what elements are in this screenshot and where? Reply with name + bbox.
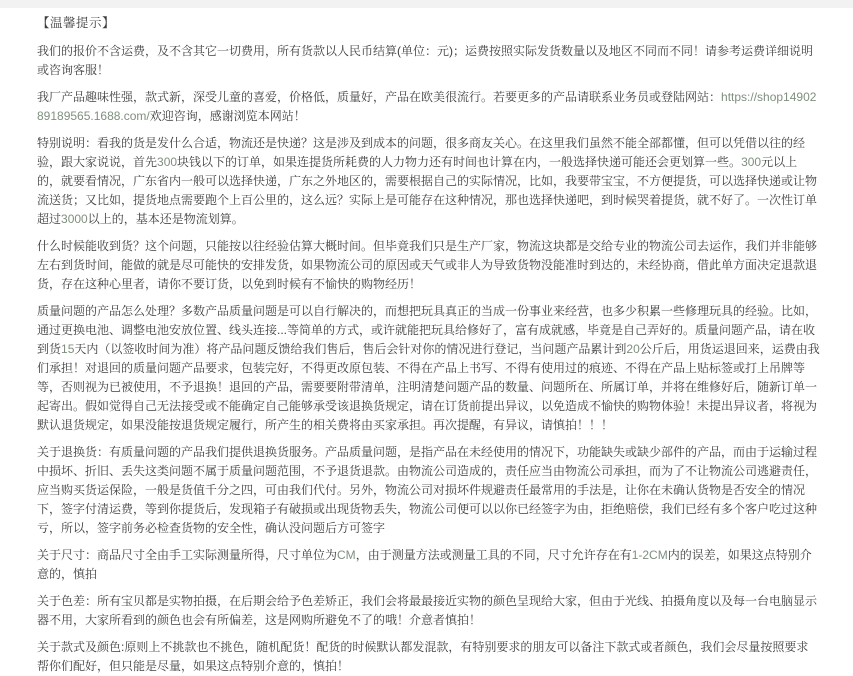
paragraph-company-intro: 我厂产品趣味性强，款式新，深受儿童的喜爱，价格低，质量好，产品在欧美很流行。若要更多的产品请联系业务员或登陆网站：https://shop1490289189565.1688.com/欢迎咨询，感谢浏览本网站！ — [37, 90, 817, 123]
paragraph-returns-policy: 关于退换货：有质量问题的产品我们提供退换货服务。产品质量问题，是指产品在未经使用的情况下，功能缺失或缺少部件的产品，而由于运输过程中损坏、折旧、丢失这类问题不属于质量问题范围，不予退货退款。由物流公司造成的，责任应当由物流公司承担，而为了不让物流公司逃避责任，应当购买货运保险，一般是货值千分之四，可由我们代付。另外，物流公司对损坏件规避责任最常用的手法是，让你在未确认货物是否安全的情况下，签字付清运费，等到你提货后，发现箱子有破损或出现货物丢失，物流公司便可以以你已经签字为由，拒绝赔偿，我们已经有多个客户吃过这种亏，所以，签字前务必检查货物的安全性，确认没问题后方可签字 — [37, 445, 818, 535]
paragraph-quality-issues: 质量问题的产品怎么处理？多数产品质量问题是可以自行解决的，而想把玩具真正的当成一份事业来经营，也多少积累一些修理玩具的经验。比如，通过更换电池、调整电池安放位置、线头连接...等简单的方式，或许就能把玩具给修好了，富有成就感，毕竟是自己弄好的。质量问题产品，请在收到货15天内（以签收时间为准）将产品问题反馈给我们售后，售后会针对你的情况进行登记，当问题产品累计到20公斤后，用货运退回来，运费由我们承担！对退回的质量问题产品要求，包装完好，不得更改原包装、不得在产品上书写、不得有使用过的痕迹、不得在产品上贴标签或打上吊牌等等，否则视为已被使用，不予退换！退回的产品，需要要附带清单，注明清楚问题产品的数量、问题所在、所属订单，并将在维修好后，随新订单一起寄出。假如觉得自己无法接受或不能确定自己能够承受该退换货规定，请在订货前提出异议，以免造成不愉快的购物体验！未提出异议者，将视为默认退货规定，如果没能按退货规定履行，所产生的相关费将由买家承担。再次提醒，有异议，请慎拍！！！ — [37, 304, 820, 432]
notice-title: 【温馨提示】 — [37, 16, 116, 30]
paragraph-size-note: 关于尺寸：商品尺寸全由手工实际测量所得，尺寸单位为CM，由于测量方法或测量工具的不同，尺寸允许存在有1-2CM内的误差，如果这点特别介意的，慎拍 — [37, 548, 812, 581]
paragraph-special-note-logistics: 特别说明：看我的货是发什么合适，物流还是快递？这是涉及到成本的问题，很多商友关心。在这里我们虽然不能全部都懂，但可以凭借以往的经验，跟大家说说，首先300块钱以下的订单，如果连提货所耗费的人力物力还有时间也计算在内，一般选择快递可能还会更划算一些。300元以上的，就要看情况，广东省内一般可以选择快递，广东之外地区的，需要根据自己的实际情况，比如，我要带宝宝，不方便提货，可以选择快递或让物流送货；又比如，提货地点需要跑个上百公里的，这么远？实际上是可能存在这种情况，那也选择快递吧，到时候哭着提货，就不好了。一次性订单超过3000以上的，基本还是物流划算。 — [37, 136, 818, 226]
notice-document — [0, 8, 853, 676]
top-strip — [0, 0, 853, 8]
paragraph-shipping-fee: 我们的报价不含运费，及不含其它一切费用，所有货款以人民币结算(单位：元)；运费按照实际发货数量以及地区不同而不同！请参考运费详细说明或咨询客服！ — [37, 44, 813, 77]
paragraph-style-and-color: 关于款式及颜色:原则上不挑款也不挑色，随机配货！配货的时候默认都发混款，有特别要求的朋友可以备注下款式或者颜色，我们会尽量按照要求帮你们配好，但只能是尽量，如果这点特别介意的，慎拍！ — [37, 640, 809, 673]
paragraph-color-difference: 关于色差：所有宝贝都是实物拍摄，在后期会给予色差矫正，我们会将最最接近实物的颜色呈现给大家，但由于光线、拍摄角度以及每一台电脑显示器不用，大家所看到的颜色也会有所偏差，这是网购所避免不了的哦！介意者慎拍！ — [37, 594, 818, 627]
paragraph-delivery-time: 什么时候能收到货？这个问题，只能按以往经验估算大概时间。但毕竟我们只是生产厂家，物流这块都是交给专业的物流公司去运作，我们并非能够左右到货时间，能做的就是尽可能快的安排发货，如果物流公司的原因或天气或非人为导致货物没能准时到达的，未经协商，借此单方面决定退款退货，存在这种心里者，请你不要订货，以免到时候有不愉快的购物经历！ — [37, 239, 818, 291]
